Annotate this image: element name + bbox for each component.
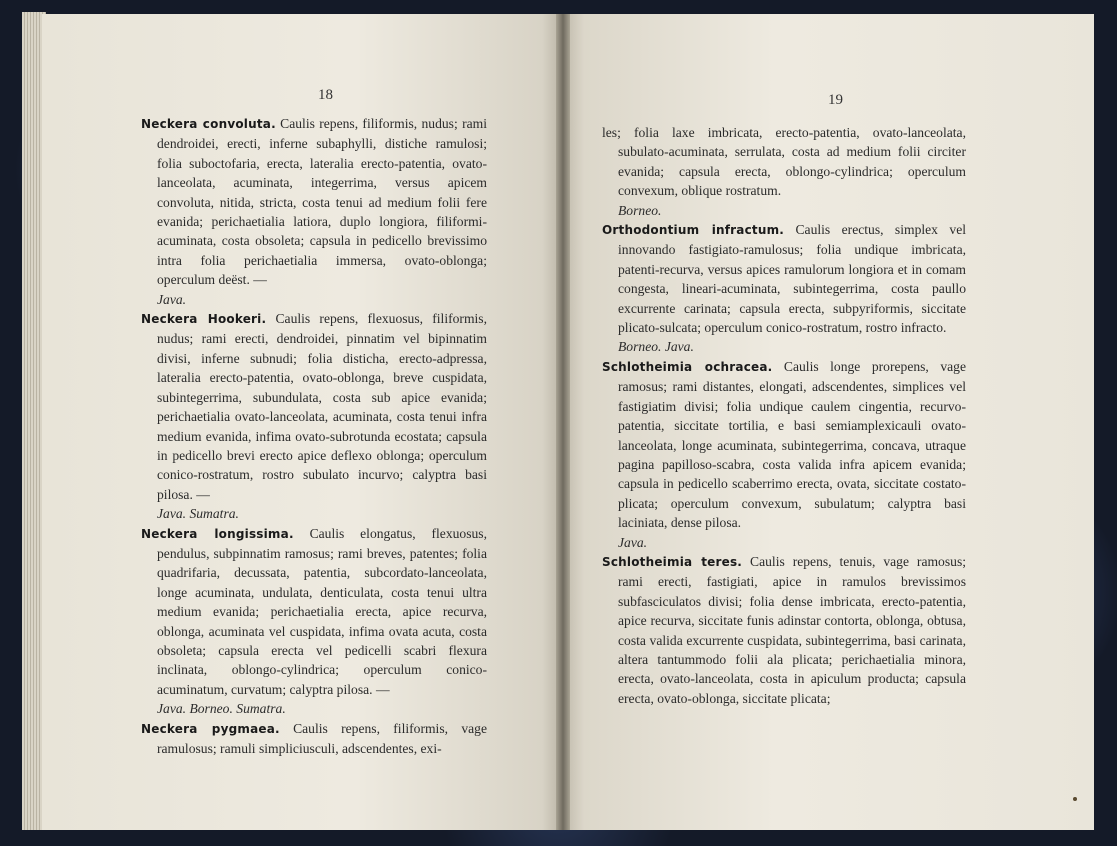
species-description: Caulis repens, flexuosus, filiformis, nudus; rami erecti, dendroidei, pinnatim vel bipinnatim divisi, inferne subnudi; folia disticha, erecto-adpressa, lateralia erecto-patentia, ovato-oblonga, breve cuspidata, subintegerrima, subundulata, costa sub apice evanida; perichaetialia ovato-lanceolata, acuminata, costa tenui infra medium evanida, infima ovato-subrotunda ecostata; capsula in pedicello brevi erecto apice deflexo oblonga; operculum conico-rostratum, rostro subulato incurvo; calyptra basi pilosa. — — [157, 311, 487, 502]
species-entry — [141, 524, 487, 719]
species-description: Caulis repens, tenuis, vage ramosus; rami erecti, fastigiati, apice in ramulos brevissimos subfasciculatos divisi; folia dense imbricata, erecto-patentia, apice recurva, siccitate funis adinstar contorta, oblonga, obtusa, costa valida excurrente cuspidata, subintegerrima, basi carinata, altera tantummodo folii ala plicata; perichaetialia minora, erecta, ovato-lanceolata, costa in apiculum producta; capsula erecta, ovato-oblonga, siccitate plicata; — [618, 553, 967, 706]
species-name: Neckera longissima. — [141, 526, 294, 541]
species-name: Neckera Hookeri. — [141, 312, 267, 327]
species-locality: Borneo. — [618, 202, 662, 218]
species-description: Caulis longe prorepens, vage ramosus; rami distantes, elongati, adscendentes, simplices vel fastigiatim divisi; folia undique caulem cingentia, recurvo-patentia, siccitate tortilia, e basi semiamplexicauli ovato-lanceolata, longe acuminata, subintegerrima, concava, utraque pagina papilloso-scabra, costa valida infra apicem evanida; capsula in pedicello scaberrimo erecta, ovata, siccitate costato-plicata; operculum convexum, subulatum; calyptra basi laciniata, dense pilosa. — [618, 358, 966, 531]
species-name: Orthodontium infractum. — [602, 223, 785, 238]
left-text-column — [141, 114, 487, 758]
right-text-column — [602, 123, 967, 708]
species-entry — [602, 552, 967, 708]
species-locality: Java. Sumatra. — [157, 506, 239, 522]
species-name: Schlotheimia ochracea. — [602, 359, 773, 374]
species-name: Schlotheimia teres. — [602, 554, 743, 569]
species-locality: Java. Borneo. Sumatra. — [157, 701, 286, 717]
species-description: Caulis repens, filiformis, nudus; rami dendroidei, erecti, inferne subaphylli, distiche ramulosi; folia suboctofaria, erecta, lateralia erecto-patentia, ovato-lanceolata, acuminata, integerrima, versus apicem convoluta, nitida, stricta, costa tenui ad medium folii fere evanida; perichaetialia latiora, duplo longiora, filiformi-acuminata, costa obsoleta; capsula in pedicello brevissimo intra folia perichaetialia immersa, ovato-oblonga; operculum deëst. — — [157, 116, 487, 288]
species-entry — [141, 114, 487, 309]
species-description: Caulis erectus, simplex vel innovando fastigiato-ramulosus; folia undique imbricata, patenti-recurva, versus apices ramulorum longiora et in comam congesta, lineari-acuminata, subintegerrima, costa paullo excurrente carinata; capsula erecta, subpyriformis, siccitate plicato-sulcata; operculum conico-rostratum, rostro infracto. — [618, 222, 966, 336]
right-page-number: 19 — [828, 92, 843, 108]
species-description: Caulis repens, filiformis, vage ramulosus; ramuli simpliciusculi, adscendentes, exi- — [157, 720, 487, 756]
species-name: Neckera convoluta. — [141, 117, 276, 131]
species-locality: Java. — [618, 534, 648, 550]
species-entry — [141, 719, 487, 759]
species-locality: Java. — [157, 291, 187, 307]
species-entry — [602, 220, 966, 357]
species-entry — [602, 357, 966, 552]
left-page-number: 18 — [318, 87, 333, 103]
continued-description: les; folia laxe imbricata, erecto-patentia, ovato-lanceolata, subulato-acuminata, serrulata, costa ad medium folii circiter evanida; capsula erecta, oblongo-cylindrica; operculum convexum, oblique rostratum. — [602, 125, 966, 199]
species-name: Neckera pygmaea. — [141, 721, 280, 736]
species-entry — [141, 309, 487, 523]
paper-spot — [1073, 797, 1077, 801]
book-gutter — [556, 14, 570, 830]
species-description: Caulis elongatus, flexuosus, pendulus, subpinnatim ramosus; rami breves, patentes; folia quadrifaria, decussata, patentia, subcordato-lanceolata, longe acuminata, undulata, denticulata, costa tenui ultra medium evanida; perichaetialia erecta, apice recurva, oblonga, acuminata vel cuspidata, infima ovata acuta, costa obsoleta; capsula erecta vel pedicelli scabri flexura inclinata, oblongo-cylindrica; operculum conico-acuminatum, curvatum; calyptra pilosa. — — [157, 525, 487, 697]
continued-entry — [602, 123, 966, 220]
species-locality: Borneo. Java. — [618, 339, 694, 355]
